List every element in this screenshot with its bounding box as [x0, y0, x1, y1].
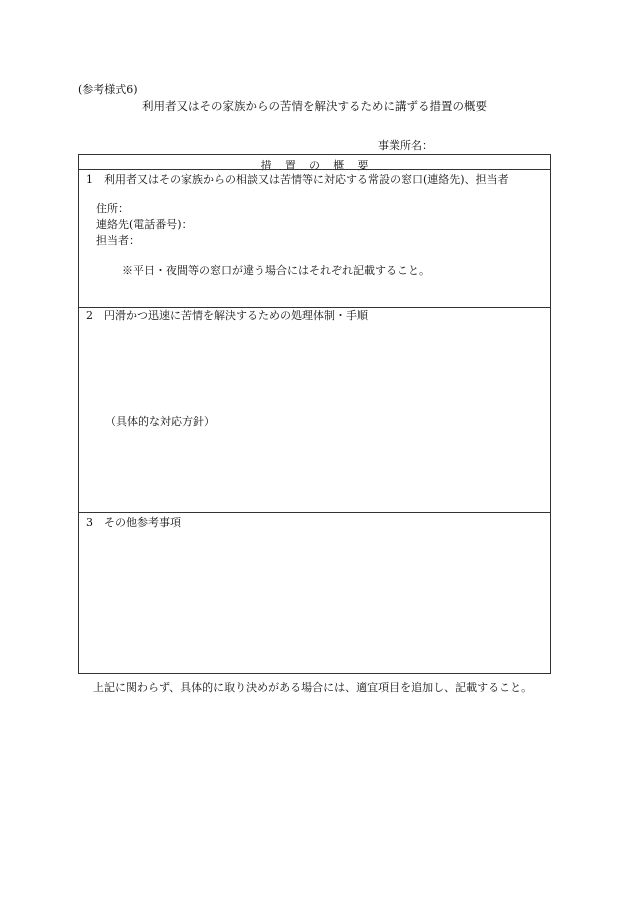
header-divider — [79, 169, 550, 170]
header-char: の — [309, 159, 320, 172]
section1-note: ※平日・夜間等の窓口が違う場合にはそれぞれ記載すること。 — [122, 264, 430, 277]
person-in-charge-label: 担当者： — [96, 234, 140, 247]
header-char: 措 — [260, 159, 272, 172]
section1-divider — [79, 307, 550, 308]
measures-table — [78, 154, 551, 674]
address-label: 住所： — [96, 202, 129, 215]
section1-title: 1 利用者又はその家族からの相談又は苦情等に対応する常設の窓口(連絡先)、担当者 — [86, 173, 509, 186]
section3-title: 3 その他参考事項 — [86, 516, 181, 529]
form-reference: (参考様式6) — [78, 83, 138, 96]
policy-label: （具体的な対応方針） — [105, 415, 215, 428]
header-char: 概 — [333, 159, 345, 172]
office-name-label: 事業所名： — [378, 139, 433, 152]
contact-label: 連絡先(電話番号)： — [96, 218, 193, 231]
header-char: 要 — [357, 159, 369, 172]
section2-divider — [79, 512, 550, 513]
footer-note: 上記に関わらず、具体的に取り決めがある場合には、適宜項目を追加し、記載すること。 — [93, 681, 533, 694]
document-title: 利用者又はその家族からの苦情を解決するために講ずる措置の概要 — [142, 99, 487, 113]
section2-title: 2 円滑かつ迅速に苦情を解決するための処理体制・手順 — [86, 309, 368, 322]
header-char: 置 — [284, 159, 296, 172]
